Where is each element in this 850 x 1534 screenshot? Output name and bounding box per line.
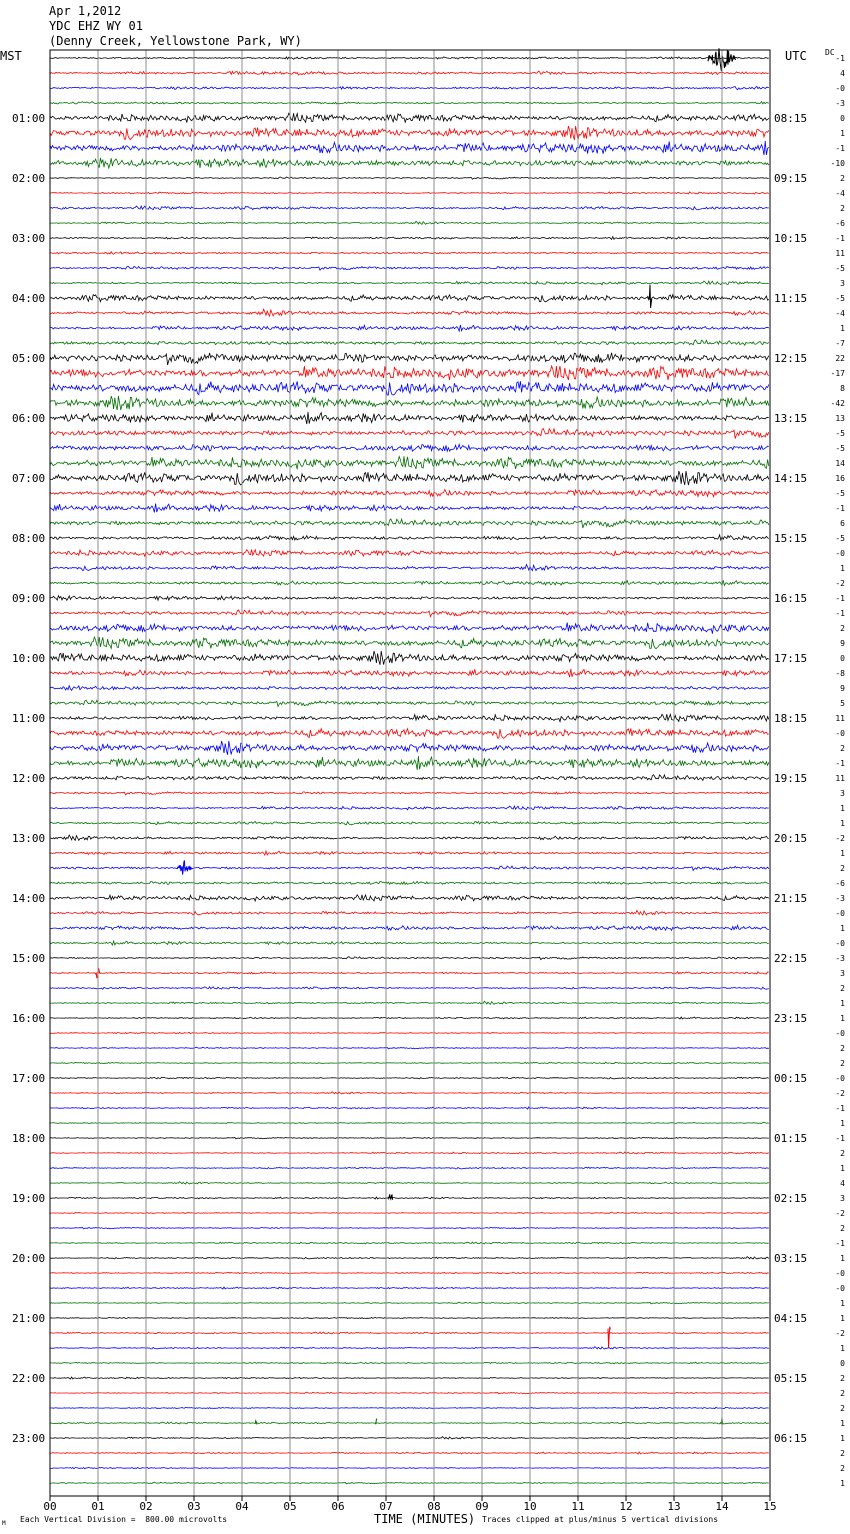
dc-offset-value: 2: [840, 744, 845, 753]
dc-offset-value: -1: [835, 144, 845, 153]
dc-offset-value: 11: [835, 714, 845, 723]
trace-line: [50, 309, 769, 316]
dc-offset-value: -1: [835, 1134, 845, 1143]
hour-label-local: 20:00: [12, 1252, 46, 1265]
trace-line: [50, 1257, 769, 1259]
hour-label-local: 06:00: [12, 412, 46, 425]
trace-line: [50, 729, 769, 739]
x-tick-label: 04: [235, 1500, 249, 1513]
dc-offset-value: 5: [840, 699, 845, 708]
hour-label-utc: 09:15: [774, 172, 808, 185]
dc-offset-value: 2: [840, 1389, 845, 1398]
trace-line: [50, 295, 769, 302]
trace-line: [50, 221, 769, 224]
trace-line: [50, 851, 769, 855]
dc-offset-value: -2: [835, 579, 845, 588]
hour-label-local: 22:00: [12, 1372, 46, 1385]
dc-offset-value: 2: [840, 1149, 845, 1158]
dc-offset-value: 2: [840, 1059, 845, 1068]
trace-line: [50, 237, 769, 240]
dc-offset-value: -1: [835, 54, 845, 63]
corner-mark: M: [2, 1520, 6, 1527]
trace-line: [50, 1062, 769, 1064]
dc-offset-value: -0: [835, 729, 845, 738]
dc-offset-value: 1: [840, 1164, 845, 1173]
trace-line: [50, 1332, 769, 1334]
dc-offset-value: -0: [835, 549, 845, 558]
trace-line: [50, 158, 769, 168]
trace-line: [50, 941, 769, 945]
dc-offset-value: -3: [835, 894, 845, 903]
trace-line: [50, 1197, 769, 1199]
dc-offset-value: 1: [840, 1419, 845, 1428]
trace-line: [50, 866, 769, 871]
hour-label-local: 15:00: [12, 952, 46, 965]
hour-label-utc: 16:15: [774, 592, 808, 605]
trace-line: [50, 741, 769, 755]
trace-line: [50, 1467, 769, 1468]
dc-offset-value: -4: [835, 189, 845, 198]
dc-offset-value: 1: [840, 324, 845, 333]
dc-offset-value: 2: [840, 1449, 845, 1458]
dc-offset-value: 0: [840, 654, 845, 663]
hour-label-utc: 15:15: [774, 532, 808, 545]
trace-line: [50, 822, 769, 825]
dc-offset-value: 2: [840, 624, 845, 633]
x-tick-label: 10: [523, 1500, 537, 1513]
dc-offset-value: -5: [835, 444, 845, 453]
trace-line: [50, 429, 769, 439]
x-axis-title: TIME (MINUTES): [374, 1512, 476, 1526]
trace-line: [50, 881, 769, 884]
trace-line: [50, 519, 769, 528]
dc-offset-value: 11: [835, 774, 845, 783]
x-tick-label: 01: [91, 1500, 105, 1513]
dc-offset-value: 1: [840, 1344, 845, 1353]
hour-label-utc: 10:15: [774, 232, 808, 245]
trace-line: [50, 192, 769, 194]
dc-offset-value: 2: [840, 864, 845, 873]
trace-line: [50, 1482, 769, 1484]
trace-line: [50, 756, 769, 770]
trace-line: [50, 1032, 769, 1033]
hour-label-utc: 13:15: [774, 412, 808, 425]
trace-line: [50, 911, 769, 916]
hour-label-local: 16:00: [12, 1012, 46, 1025]
hour-label-utc: 22:15: [774, 952, 808, 965]
dc-offset-value: -0: [835, 1284, 845, 1293]
trace-line: [50, 325, 769, 331]
hour-label-local: 09:00: [12, 592, 46, 605]
hour-label-utc: 21:15: [774, 892, 808, 905]
trace-line: [50, 490, 769, 497]
trace-line: [50, 1047, 769, 1049]
hour-label-local: 02:00: [12, 172, 46, 185]
event-burst: [608, 1327, 610, 1348]
hour-label-local: 04:00: [12, 292, 46, 305]
trace-line: [50, 1107, 769, 1109]
trace-line: [50, 113, 769, 122]
trace-line: [50, 610, 769, 617]
dc-offset-value: -4: [835, 309, 845, 318]
x-tick-label: 03: [187, 1500, 201, 1513]
dc-offset-value: 2: [840, 1044, 845, 1053]
trace-line: [50, 835, 769, 840]
utc-timezone-label: UTC: [785, 49, 807, 63]
dc-offset-value: -1: [835, 504, 845, 513]
hour-label-local: 19:00: [12, 1192, 46, 1205]
dc-offset-value: -8: [835, 669, 845, 678]
dc-offset-value: -1: [835, 594, 845, 603]
dc-offset-value: -1: [835, 609, 845, 618]
trace-line: [50, 504, 769, 513]
dc-offset-value: 1: [840, 804, 845, 813]
dc-offset-value: 0: [840, 1359, 845, 1368]
trace-line: [50, 535, 769, 540]
trace-line: [50, 1242, 769, 1244]
trace-line: [50, 1302, 769, 1304]
hour-label-utc: 19:15: [774, 772, 808, 785]
dc-offset-value: -3: [835, 954, 845, 963]
hour-label-utc: 06:15: [774, 1432, 808, 1445]
dc-offset-value: 13: [835, 414, 845, 423]
x-tick-label: 00: [43, 1500, 57, 1513]
hour-label-local: 17:00: [12, 1072, 46, 1085]
hour-label-utc: 11:15: [774, 292, 808, 305]
hour-label-utc: 23:15: [774, 1012, 808, 1025]
trace-line: [50, 57, 769, 59]
dc-offset-value: 2: [840, 174, 845, 183]
trace-line: [50, 381, 769, 395]
dc-offset-value: 4: [840, 69, 845, 78]
dc-offset-value: -2: [835, 1089, 845, 1098]
dc-offset-value: 3: [840, 279, 845, 288]
dc-offset-value: 1: [840, 1479, 845, 1488]
trace-line: [50, 806, 769, 810]
event-burst: [388, 1194, 392, 1199]
trace-line: [50, 87, 769, 90]
trace-line: [50, 775, 769, 781]
trace-line: [50, 686, 769, 691]
trace-line: [50, 1017, 769, 1019]
dc-offset-value: 1: [840, 1014, 845, 1023]
x-tick-label: 11: [571, 1500, 585, 1513]
hour-label-local: 03:00: [12, 232, 46, 245]
dc-offset-value: 9: [840, 684, 845, 693]
hour-label-utc: 08:15: [774, 112, 808, 125]
hour-label-utc: 17:15: [774, 652, 808, 665]
trace-line: [50, 1137, 769, 1139]
dc-offset-value: -0: [835, 1074, 845, 1083]
dc-offset-value: 1: [840, 1254, 845, 1263]
dc-offset-value: -5: [835, 429, 845, 438]
hour-label-local: 11:00: [12, 712, 46, 725]
hour-label-utc: 00:15: [774, 1072, 808, 1085]
dc-offset-value: 1: [840, 129, 845, 138]
dc-offset-value: -1: [835, 1239, 845, 1248]
x-tick-label: 09: [475, 1500, 489, 1513]
trace-line: [50, 1272, 769, 1274]
dc-offset-value: 4: [840, 1179, 845, 1188]
dc-offset-value: 11: [835, 249, 845, 258]
trace-line: [50, 471, 769, 485]
trace-line: [50, 102, 769, 104]
trace-line: [50, 1077, 769, 1079]
trace-line: [50, 412, 769, 424]
trace-line: [50, 987, 769, 990]
dc-offset-value: -2: [835, 834, 845, 843]
dc-offset-value: 1: [840, 1119, 845, 1128]
dc-offset-value: -6: [835, 879, 845, 888]
scale-note: Each Vertical Division = 800.00 microvolts: [20, 1515, 228, 1524]
dc-offset-value: -0: [835, 84, 845, 93]
dc-offset-value: 6: [840, 519, 845, 528]
dc-offset-value: -5: [835, 534, 845, 543]
trace-line: [50, 792, 769, 795]
dc-offset-value: 9: [840, 639, 845, 648]
trace-line: [50, 1392, 769, 1394]
dc-offset-value: 2: [840, 1404, 845, 1413]
dc-offset-value: 1: [840, 1299, 845, 1308]
dc-offset-value: -7: [835, 339, 845, 348]
trace-line: [50, 396, 769, 410]
trace-line: [50, 714, 769, 721]
dc-offset-value: 1: [840, 564, 845, 573]
hour-label-utc: 18:15: [774, 712, 808, 725]
trace-line: [50, 1452, 769, 1454]
trace-line: [50, 957, 769, 960]
date-label: Apr 1,2012: [49, 4, 122, 18]
dc-offset-value: -0: [835, 909, 845, 918]
dc-offset-value: 14: [835, 459, 845, 468]
hour-label-local: 12:00: [12, 772, 46, 785]
trace-line: [50, 623, 769, 634]
clip-note: Traces clipped at plus/minus 5 vertical divisions: [482, 1515, 719, 1524]
hour-label-local: 01:00: [12, 112, 46, 125]
dc-offset-value: -17: [830, 369, 845, 378]
trace-line: [50, 1122, 769, 1123]
dc-offset-value: 3: [840, 969, 845, 978]
trace-line: [50, 1182, 769, 1184]
trace-line: [50, 252, 769, 255]
dc-offset-value: 1: [840, 924, 845, 933]
dc-offset-value: 2: [840, 1374, 845, 1383]
x-tick-label: 05: [283, 1500, 297, 1513]
trace-line: [50, 1362, 769, 1364]
dc-offset-value: -5: [835, 294, 845, 303]
dc-offset-value: 2: [840, 1464, 845, 1473]
trace-line: [50, 71, 769, 75]
trace-line: [50, 141, 769, 155]
trace-line: [50, 206, 769, 210]
hour-label-utc: 12:15: [774, 352, 808, 365]
trace-line: [50, 366, 769, 380]
dc-offset-value: 2: [840, 984, 845, 993]
trace-line: [50, 1377, 769, 1379]
dc-offset-value: 8: [840, 384, 845, 393]
trace-line: [50, 1347, 769, 1349]
plot-frame: [50, 50, 770, 1496]
dc-offset-value: -2: [835, 1209, 845, 1218]
trace-line: [50, 972, 769, 974]
dc-offset-heading: DC: [825, 48, 835, 57]
trace-line: [50, 1212, 769, 1213]
dc-offset-value: 0: [840, 114, 845, 123]
hour-label-utc: 05:15: [774, 1372, 808, 1385]
hour-label-local: 05:00: [12, 352, 46, 365]
trace-line: [50, 1152, 769, 1154]
dc-offset-value: 1: [840, 1314, 845, 1323]
dc-offset-value: -1: [835, 234, 845, 243]
location-label: (Denny Creek, Yellowstone Park, WY): [49, 34, 302, 48]
dc-offset-value: -5: [835, 264, 845, 273]
hour-label-utc: 02:15: [774, 1192, 808, 1205]
trace-line: [50, 456, 769, 469]
trace-line: [50, 1092, 769, 1094]
hour-label-local: 23:00: [12, 1432, 46, 1445]
dc-offset-value: 1: [840, 999, 845, 1008]
dc-offset-value: -1: [835, 759, 845, 768]
trace-line: [50, 1422, 769, 1424]
x-tick-label: 14: [715, 1500, 729, 1513]
hour-label-local: 21:00: [12, 1312, 46, 1325]
trace-line: [50, 596, 769, 601]
dc-offset-value: -1: [835, 1104, 845, 1113]
local-timezone-label: MST: [0, 49, 22, 63]
hour-label-local: 07:00: [12, 472, 46, 485]
station-label: YDC EHZ WY 01: [49, 19, 143, 33]
trace-line: [50, 700, 769, 706]
dc-offset-value: -0: [835, 1029, 845, 1038]
x-tick-label: 02: [139, 1500, 153, 1513]
x-tick-label: 12: [619, 1500, 633, 1513]
trace-line: [50, 580, 769, 585]
dc-offset-value: -6: [835, 219, 845, 228]
trace-line: [50, 669, 769, 677]
x-tick-label: 13: [667, 1500, 681, 1513]
x-tick-label: 06: [331, 1500, 345, 1513]
dc-offset-value: 3: [840, 1194, 845, 1203]
trace-line: [50, 565, 769, 571]
trace-line: [50, 1001, 769, 1004]
trace-line: [50, 353, 769, 365]
trace-line: [50, 1167, 769, 1169]
hour-label-utc: 14:15: [774, 472, 808, 485]
hour-label-utc: 03:15: [774, 1252, 808, 1265]
trace-line: [50, 651, 769, 665]
dc-offset-value: 22: [835, 354, 845, 363]
x-tick-label: 07: [379, 1500, 393, 1513]
trace-line: [50, 1287, 769, 1289]
dc-offset-value: 16: [835, 474, 845, 483]
dc-offset-value: -42: [830, 399, 845, 408]
hour-label-local: 10:00: [12, 652, 46, 665]
dc-offset-value: -3: [835, 99, 845, 108]
trace-line: [50, 126, 769, 140]
dc-offset-value: 2: [840, 1224, 845, 1233]
trace-line: [50, 1317, 769, 1318]
hour-label-local: 13:00: [12, 832, 46, 845]
trace-line: [50, 281, 769, 285]
dc-offset-value: -0: [835, 1269, 845, 1278]
dc-offset-value: 1: [840, 819, 845, 828]
trace-line: [50, 637, 769, 649]
trace-line: [50, 177, 769, 179]
x-tick-label: 15: [763, 1500, 777, 1513]
dc-offset-value: -5: [835, 489, 845, 498]
event-burst: [255, 1421, 257, 1425]
hour-label-utc: 01:15: [774, 1132, 808, 1145]
trace-line: [50, 925, 769, 930]
hour-label-local: 08:00: [12, 532, 46, 545]
trace-line: [50, 1407, 769, 1408]
trace-line: [50, 1227, 769, 1229]
event-burst: [648, 285, 652, 308]
hour-label-utc: 20:15: [774, 832, 808, 845]
dc-offset-value: 3: [840, 789, 845, 798]
trace-line: [50, 895, 769, 901]
hour-label-local: 14:00: [12, 892, 46, 905]
dc-offset-value: 2: [840, 204, 845, 213]
hour-label-local: 18:00: [12, 1132, 46, 1145]
dc-offset-value: 1: [840, 849, 845, 858]
event-burst: [177, 860, 191, 874]
dc-offset-value: 1: [840, 1434, 845, 1443]
dc-offset-value: -2: [835, 1329, 845, 1338]
trace-line: [50, 266, 769, 270]
trace-line: [50, 444, 769, 451]
dc-offset-value: -10: [830, 159, 845, 168]
trace-line: [50, 1437, 769, 1439]
trace-line: [50, 340, 769, 345]
dc-offset-value: -0: [835, 939, 845, 948]
hour-label-utc: 04:15: [774, 1312, 808, 1325]
trace-line: [50, 550, 769, 557]
x-tick-label: 08: [427, 1500, 441, 1513]
